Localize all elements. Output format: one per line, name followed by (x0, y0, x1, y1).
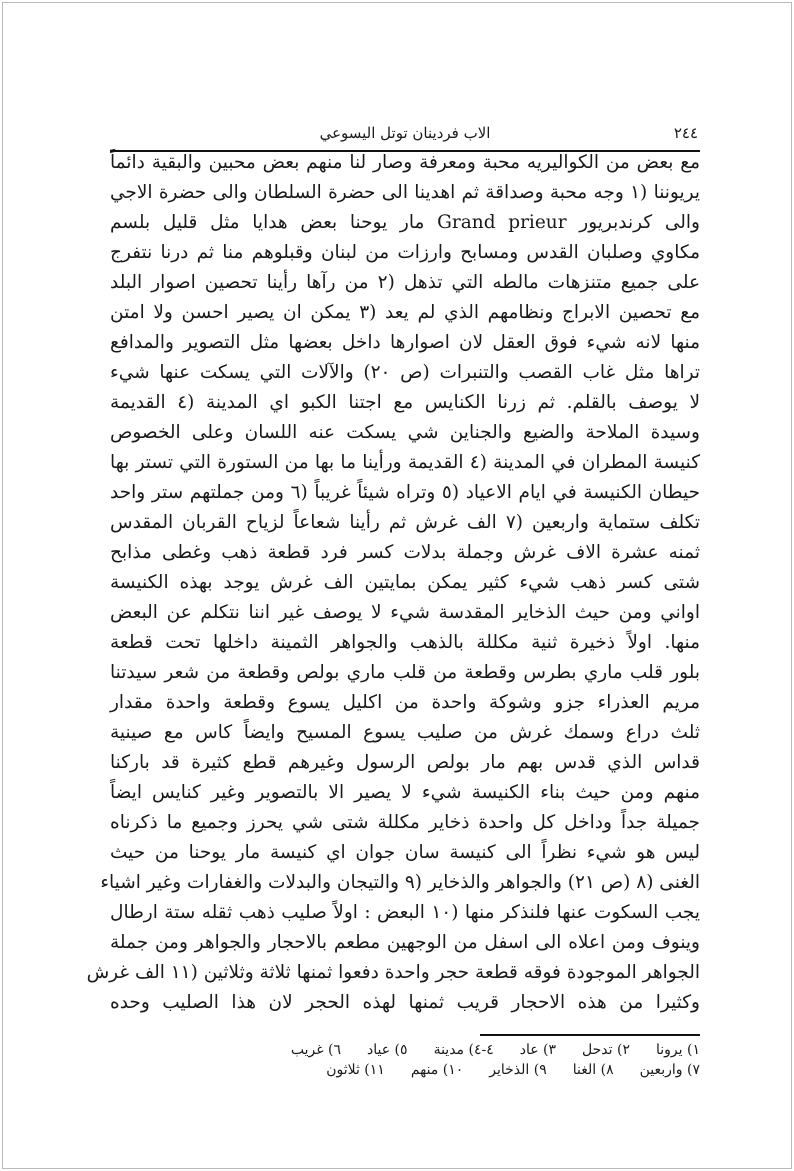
text-line: قداس الذي قدس بهم مار بولص الرسول وغيرهم قطع كثيرة قد باركنا (110, 752, 700, 773)
footnote: ٥) عياد (367, 1042, 408, 1058)
text-line: منها. اولاً ذخيرة ثنية مكللة بالذهب والجواهر الثمينة داخلها تحت قطعة (110, 632, 700, 653)
text-line: يريوننا (١ وجه محبة وصداقة ثم اهدينا الى حضرة السلطان والى حضرة الاجي (110, 182, 700, 203)
text-line: الغنى (٨ (ص ٢١) والجواهر والذخاير (٩ والتيجان والبدلات والغفارات وغير اشياء (100, 872, 700, 893)
page-number: ٢٤٤ (673, 124, 698, 142)
text-line: حيطان الكنيسة في ايام الاعياد (٥ وتراه شيئاً غريباً (٦ ومن جملتهم ستر واحد (110, 482, 701, 503)
text-line: وسيدة الملاحة والضيع والجناين شي يسكت عنه اللسان وعلى الخصوص (110, 422, 700, 443)
footnote: ٦) غريب (290, 1042, 342, 1058)
footnote: ٢) تدحل (582, 1042, 630, 1058)
footnote-line (110, 1040, 700, 1060)
text-line: ثمنه عشرة الاف غرش وجملة بدلات كسر فرد قطعة ذهب وغطى مذابح (110, 542, 700, 563)
text-line: يجب السكوت عنها فلنذكر منها (١٠ البعض : اولاً صليب ذهب ثقله ستة ارطال (110, 902, 700, 923)
footnote: ١٠) منهم (410, 1062, 464, 1078)
footnote: ٨) الغنا (572, 1062, 614, 1078)
text-line: بلور قلب ماري بطرس وقطعة من قلب ماري بولص وقطعة من شعر سيدتنا (110, 662, 700, 683)
text-line: مع تحصين الابراج ونظامهم الذي لم يعد (٣ يمكن ان يصير احسن ولا امتن (110, 302, 700, 323)
text-line: كنيسة المطران في المدينة (٤ القديمة ورأينا ما بها من الستورة التي تستر بها (110, 452, 701, 473)
footnote: ١١) ثلاثون (326, 1062, 385, 1078)
text-line: تراها مثل غاب القصب والتنبرات (ص ٢٠) والآلات التي يسكت عنها شيء (110, 362, 700, 383)
text-line: وينوف ومن اعلاه الى اسفل من الوجهين مطعم بالاحجار والجواهر ومن جملة (110, 932, 700, 953)
text-line: على جميع متنزهات مالطه التي تذهل (٢ من رآها رأينا تحصين اصوار البلد (110, 272, 700, 293)
text-line: مريم العذراء جزو وشوكة واحدة من اكليل يسوع وقطعة واحدة مقدار (110, 692, 700, 713)
text-line: مع بعض من الكواليريه محبة ومعرفة وصار لنا منهم بعض محبين والبقية دائماً (110, 152, 700, 173)
text-line: ليس هو شيء نظراً الى كنيسة سان جوان اي كنيسة مار يوحنا من حيث (110, 842, 700, 863)
text-line: جميلة جداً وداخل كل واحدة ذخاير مكللة شتى شي يحرز وجميع ما ذكرناه (110, 812, 700, 833)
footnote-line (110, 1060, 700, 1080)
text-line: لا يوصف بالقلم. ثم زرنا الكنايس مع اجتنا الكبو اي المدينة (٤ القديمة (110, 392, 700, 413)
footnote: ٤-٤) مدينة (433, 1042, 494, 1058)
text-line: مكاوي وصلبان القدس ومسابح وارزات من لبنان وقبلوهم منا ثم درنا نتفرج (110, 242, 700, 263)
running-title: الاب فردينان توتل اليسوعي (319, 124, 491, 142)
body-text (86, 148, 701, 1018)
footnote: ٣) عاد (519, 1042, 557, 1058)
text-line: الجواهر الموجودة فوقه قطعة حجر واحدة دفعوا ثمنها ثلاثة وثلاثين (١١ الف غرش (86, 962, 700, 983)
running-header (112, 124, 698, 148)
footnote: ١) يرونا (656, 1042, 700, 1058)
footnote: ٧) واربعين (639, 1062, 700, 1078)
text-line: اواني ومن حيث الذخاير المقدسة شيء لا يوصف غير اننا نتكلم عن البعض (110, 602, 700, 623)
text-line: والى كرندبريور Grand prieur مار يوحنا بعض هدايا مثل قليل بلسم (110, 212, 700, 233)
footnote: ٩) الذخاير (489, 1062, 547, 1078)
text-line: وكثيرا من هذه الاحجار قريب ثمنها لهذه الحجر لان هذا الصليب وحده (110, 992, 700, 1013)
text-line: شتى كسر ذهب شيء كثير يمكن بمايتين الف غرش يوجد بهذه الكنيسة (110, 572, 700, 593)
text-line: ثلث دراع وسمك غرش من صليب يسوع المسيح وايضاً كاس مع صينية (110, 722, 700, 743)
footnote-rule (480, 1034, 700, 1036)
text-line: تكلف ستماية واربعين (٧ الف غرش ثم رأينا شعاعاً لزياح القربان المقدس (110, 512, 700, 533)
footnotes (110, 1040, 700, 1080)
text-line: منها لانه شيء فوق العقل لان اصوارها داخل بعضها مثل التصوير والمدافع (110, 332, 700, 353)
text-line: منهم ومن حيث بناء الكنيسة شيء لا يصير الا بالتصوير وغير كنايس ايضاً (110, 782, 700, 803)
